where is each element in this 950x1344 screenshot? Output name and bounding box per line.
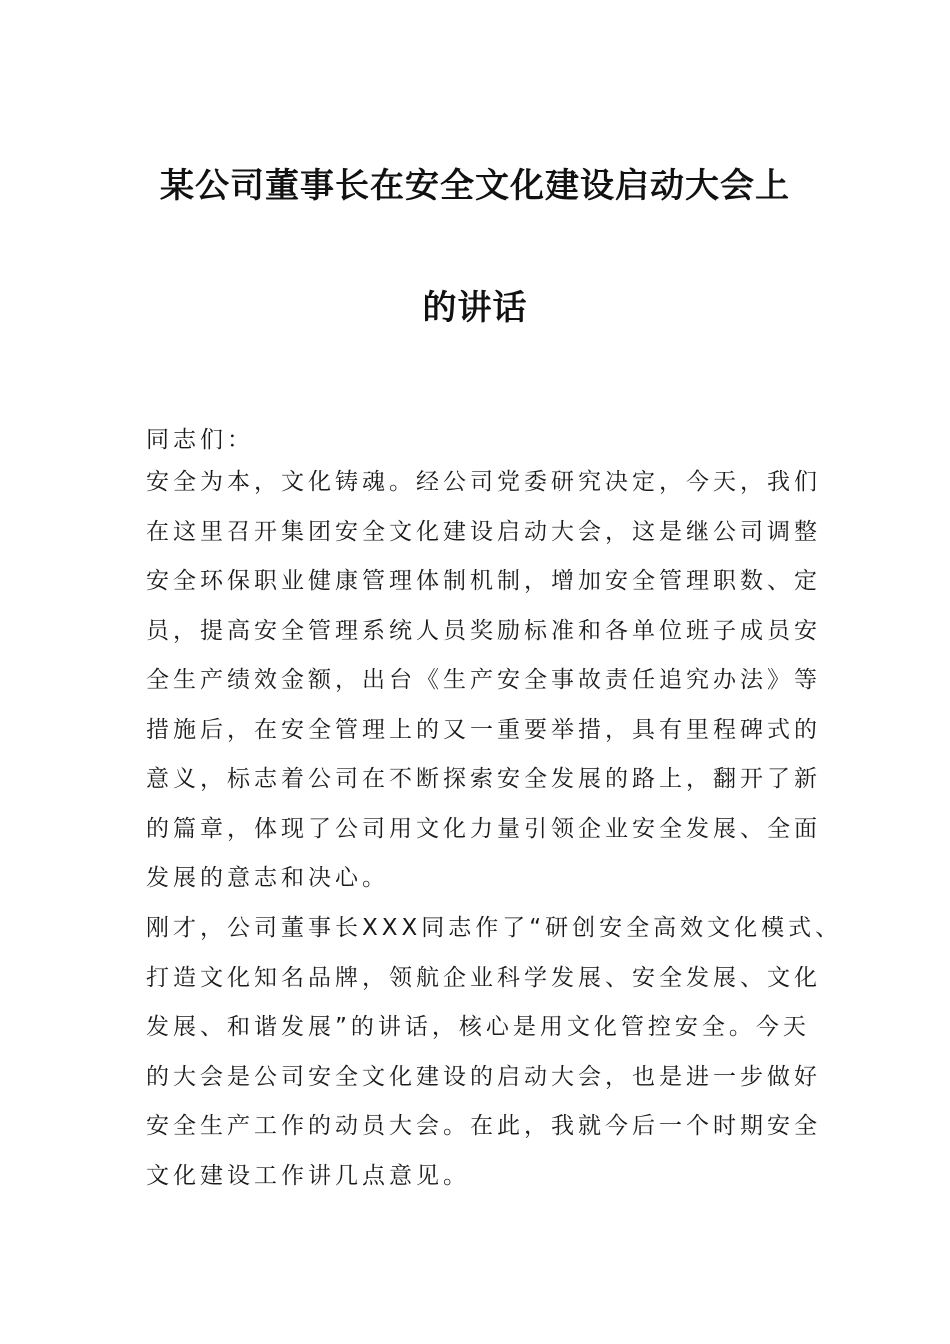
paragraph-line: 发展的意志和决心。: [146, 865, 389, 891]
salutation-text: 同志们：: [146, 427, 254, 453]
paragraph-line: 全生产绩效金额，出台《生产安全事故责任追究办法》等: [146, 667, 821, 693]
paragraph-line: 意义，标志着公司在不断探索安全发展的路上，翻开了新: [146, 766, 821, 792]
paragraph-line: 安全生产工作的动员大会。在此，我就今后一个时期安全: [146, 1113, 821, 1139]
paragraph-line: 员，提高安全管理系统人员奖励标准和各单位班子成员安: [146, 617, 821, 644]
paragraph-line: 在这里召开集团安全文化建设启动大会，这是继公司调整: [146, 518, 821, 545]
paragraph-line: 安全环保职业健康管理体制机制，增加安全管理职数、定: [146, 568, 821, 594]
paragraph-line: 打造文化知名品牌，领航企业科学发展、安全发展、文化: [146, 964, 821, 991]
paragraph-2: [146, 904, 843, 1201]
paragraph-line: 刚才，公司董事长XXX同志作了“研创安全高效文化模式、: [146, 915, 843, 941]
paragraph-line: 措施后，在安全管理上的又一重要举措，具有里程碑式的: [146, 716, 821, 743]
paragraph-line: 发展、和谐发展”的讲话，核心是用文化管控安全。今天: [146, 1014, 810, 1040]
paragraph-line: 的大会是公司安全文化建设的启动大会，也是进一步做好: [146, 1063, 821, 1090]
document-title-line-1: 某公司董事长在安全文化建设启动大会上: [160, 166, 790, 206]
document-title-line-2: 的讲话: [422, 288, 528, 328]
paragraph-line: 文化建设工作讲几点意见。: [146, 1162, 470, 1189]
paragraph-line: 安全为本，文化铸魂。经公司党委研究决定，今天，我们: [146, 469, 821, 495]
paragraph-line: 的篇章，体现了公司用文化力量引领企业安全发展、全面: [146, 815, 821, 842]
paragraph-1: [146, 458, 826, 904]
